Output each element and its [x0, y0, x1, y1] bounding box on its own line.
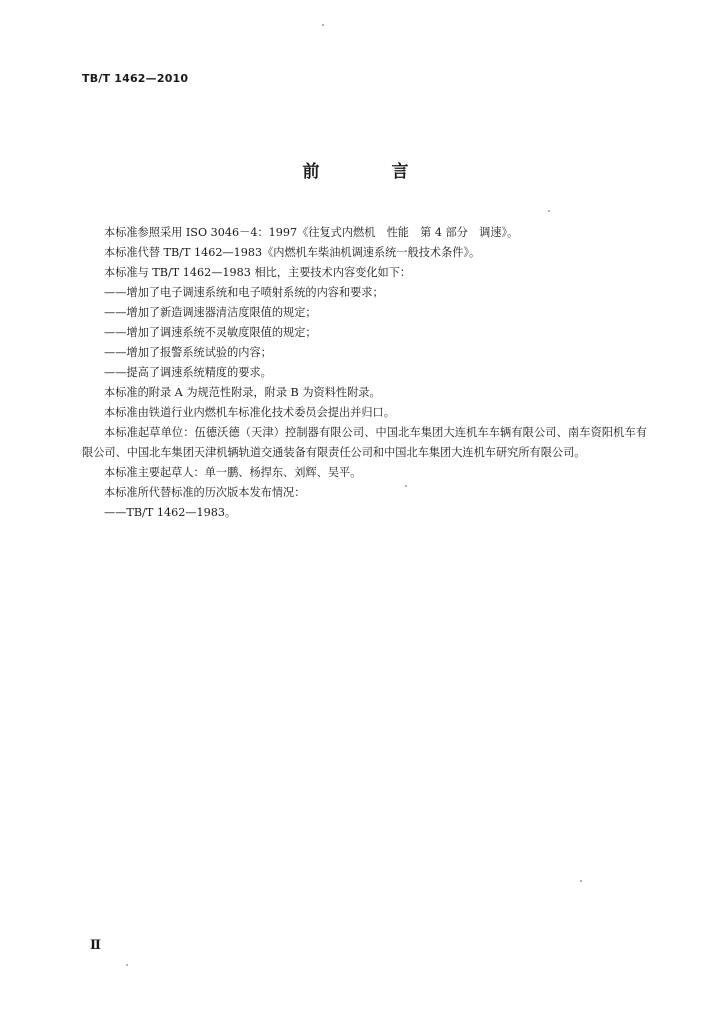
scan-speck	[126, 964, 128, 966]
paragraph-proposer: 本标准由铁道行业内燃机车标准化技术委员会提出并归口。	[104, 406, 395, 419]
change-item-accuracy: ——提高了调速系统精度的要求。	[104, 366, 272, 379]
paragraph-version-history: 本标准所代替标准的历次版本发布情况：	[104, 486, 306, 499]
history-item: ——TB/T 1462—1983。	[104, 506, 237, 519]
change-item-cleanliness: ——增加了新造调速器清洁度限值的规定；	[104, 306, 317, 319]
paragraph-replaces: 本标准代替 TB/T 1462—1983《内燃机车柴油机调速系统一般技术条件》。	[104, 246, 481, 259]
paragraph-annexes: 本标准的附录 A 为规范性附录，附录 B 为资料性附录。	[104, 386, 381, 399]
paragraph-reference-standard: 本标准参照采用 ISO 3046－4：1997《往复式内燃机 性能 第 4 部分 调速》。	[104, 226, 519, 239]
change-item-electronic-systems: ——增加了电子调速系统和电子喷射系统的内容和要求；	[104, 286, 384, 299]
change-item-alarm-test: ——增加了报警系统试验的内容；	[104, 346, 272, 359]
standard-code-header: TB/T 1462—2010	[82, 72, 189, 85]
foreword-body	[82, 223, 647, 523]
scan-speck	[548, 210, 550, 212]
page-number: Ⅱ	[90, 938, 101, 953]
scan-speck	[322, 24, 324, 26]
scan-speck	[405, 485, 407, 487]
scan-speck	[580, 880, 582, 882]
change-item-insensitivity: ——增加了调速系统不灵敏度限值的规定；	[104, 326, 317, 339]
paragraph-drafters: 本标准主要起草人：单一鹏、杨捍东、刘辉、吴平。	[104, 466, 362, 479]
paragraph-changes-intro: 本标准与 TB/T 1462—1983 相比，主要技术内容变化如下：	[104, 266, 412, 279]
paragraph-drafting-units: 本标准起草单位：伍德沃德（天津）控制器有限公司、中国北车集团大连机车车辆有限公司、南车资阳机车有限公司、中国北车集团天津机辆轨道交通装备有限责任公司和中国北车集团大连机车研究所有限公司。	[82, 426, 647, 459]
page-title: 前 言	[302, 162, 442, 182]
